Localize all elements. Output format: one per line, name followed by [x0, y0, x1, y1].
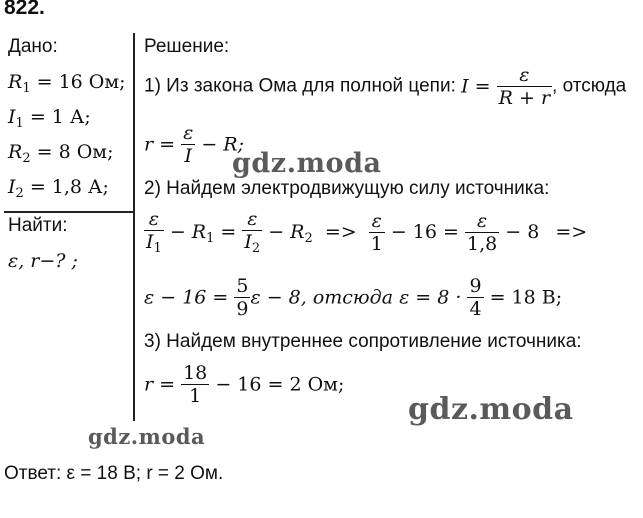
solution-resistance-result: r = $\frac{18}{1}$ − 16 = 2 Ом;	[144, 362, 345, 407]
find-value: ε, r−? ;	[8, 250, 78, 272]
solution-r-formula: r = $\frac{\varepsilon}{I}$ − R;	[144, 122, 245, 167]
solution-step3: 3) Найдем внутреннее сопротивление источника:	[144, 331, 582, 352]
given-divider-vertical	[133, 33, 135, 421]
find-header: Найти:	[8, 215, 68, 236]
given-find-divider	[4, 211, 134, 213]
given-r2: $R_2 = 8$ Ом;	[8, 141, 114, 166]
problem-number: 822.	[4, 0, 45, 19]
solution-step2: 2) Найдем электродвижущую силу источника:	[144, 178, 550, 199]
given-i1: $I_1 = 1$ А;	[8, 106, 91, 131]
given-header: Дано:	[8, 36, 58, 57]
given-i2: $I_2 = 1,8$ А;	[8, 176, 109, 201]
watermark: gdz.moda	[88, 424, 206, 449]
watermark: gdz.moda	[408, 392, 574, 427]
answer: Ответ: ε = 18 В; r = 2 Ом.	[4, 463, 224, 484]
solution-step1: 1) Из закона Ома для полной цепи: I = $\frac{\varepsilon}{R + r}$ , отсюда	[144, 64, 627, 109]
solution-emf-equation: $\frac{\varepsilon}{I_1}$ − $R_1$ = $\frac{\varepsilon}{I_2}$ − $R_2$ => $\frac{\varepsilon}{1}$ − 16 = $\frac{\varepsilon}{1,8}$ − 8 =>	[146, 208, 588, 256]
given-r1: $R_1 = 16$ Ом;	[8, 71, 126, 96]
solution-header: Решение:	[144, 36, 230, 57]
watermark: gdz.moda	[232, 148, 382, 179]
solution-emf-result: ε − 16 = $\frac{5}{9}$ ε − 8, отсюда ε = 8 · $\frac{9}{4}$ = 18 В;	[144, 275, 563, 320]
